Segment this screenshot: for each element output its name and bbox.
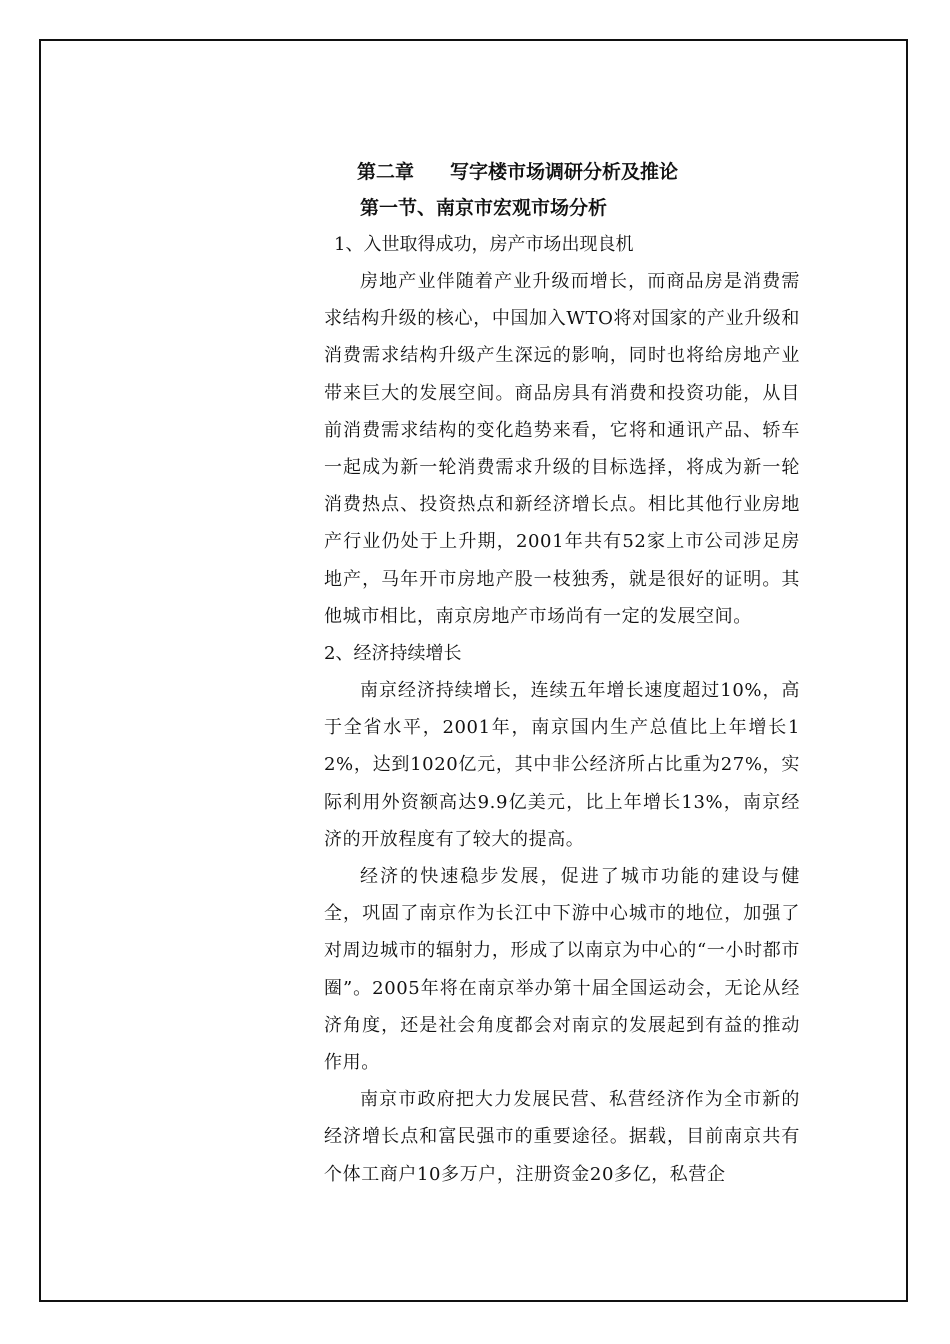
paragraph-4: 南京市政府把大力发展民营、私营经济作为全市新的经济增长点和富民强市的重要途径。据载，目前南京共有个体工商户10多万户，注册资金20多亿，私营企 [324,1089,800,1185]
paragraph-3: 经济的快速稳步发展，促进了城市功能的建设与健全，巩固了南京作为长江中下游中心城市的地位，加强了对周边城市的辐射力，形成了以南京为中心的“一小时都市圈”。2005年将在南京举办第十届全国运动会，无论从经济角度，还是社会角度都会对南京的发展起到有益的推动作用。 [324,866,800,1074]
chapter-number: 第二章 [357,161,415,183]
section-title: 第一节、南京市宏观市场分析 [360,197,608,219]
item-heading-2: 2、经济持续增长 [324,643,462,665]
document-body [324,154,800,1193]
chapter-title [357,154,800,190]
chapter-name: 写字楼市场调研分析及推论 [450,161,679,183]
paragraph-1: 房地产业伴随着产业升级而增长，而商品房是消费需求结构升级的核心，中国加入WTO将对国家的产业升级和消费需求结构升级产生深远的影响，同时也将给房地产业带来巨大的发展空间。商品房具有消费和投资功能，从目前消费需求结构的变化趋势来看，它将和通讯产品、轿车一起成为新一轮消费需求升级的目标选择，将成为新一轮消费热点、投资热点和新经济增长点。相比其他行业房地产行业仍处于上升期，2001年共有52家上市公司涉足房地产，马年开市房地产股一枝独秀，就是很好的证明。其他城市相比，南京房地产市场尚有一定的发展空间。 [324,271,800,627]
item-heading-1: 1、入世取得成功，房产市场出现良机 [334,234,634,255]
paragraph-2: 南京经济持续增长，连续五年增长速度超过10%，高于全省水平，2001年，南京国内生产总值比上年增长12%，达到1020亿元，其中非公经济所占比重为27%，实际利用外资额高达9.9亿美元，比上年增长13%，南京经济的开放程度有了较大的提高。 [324,680,800,850]
